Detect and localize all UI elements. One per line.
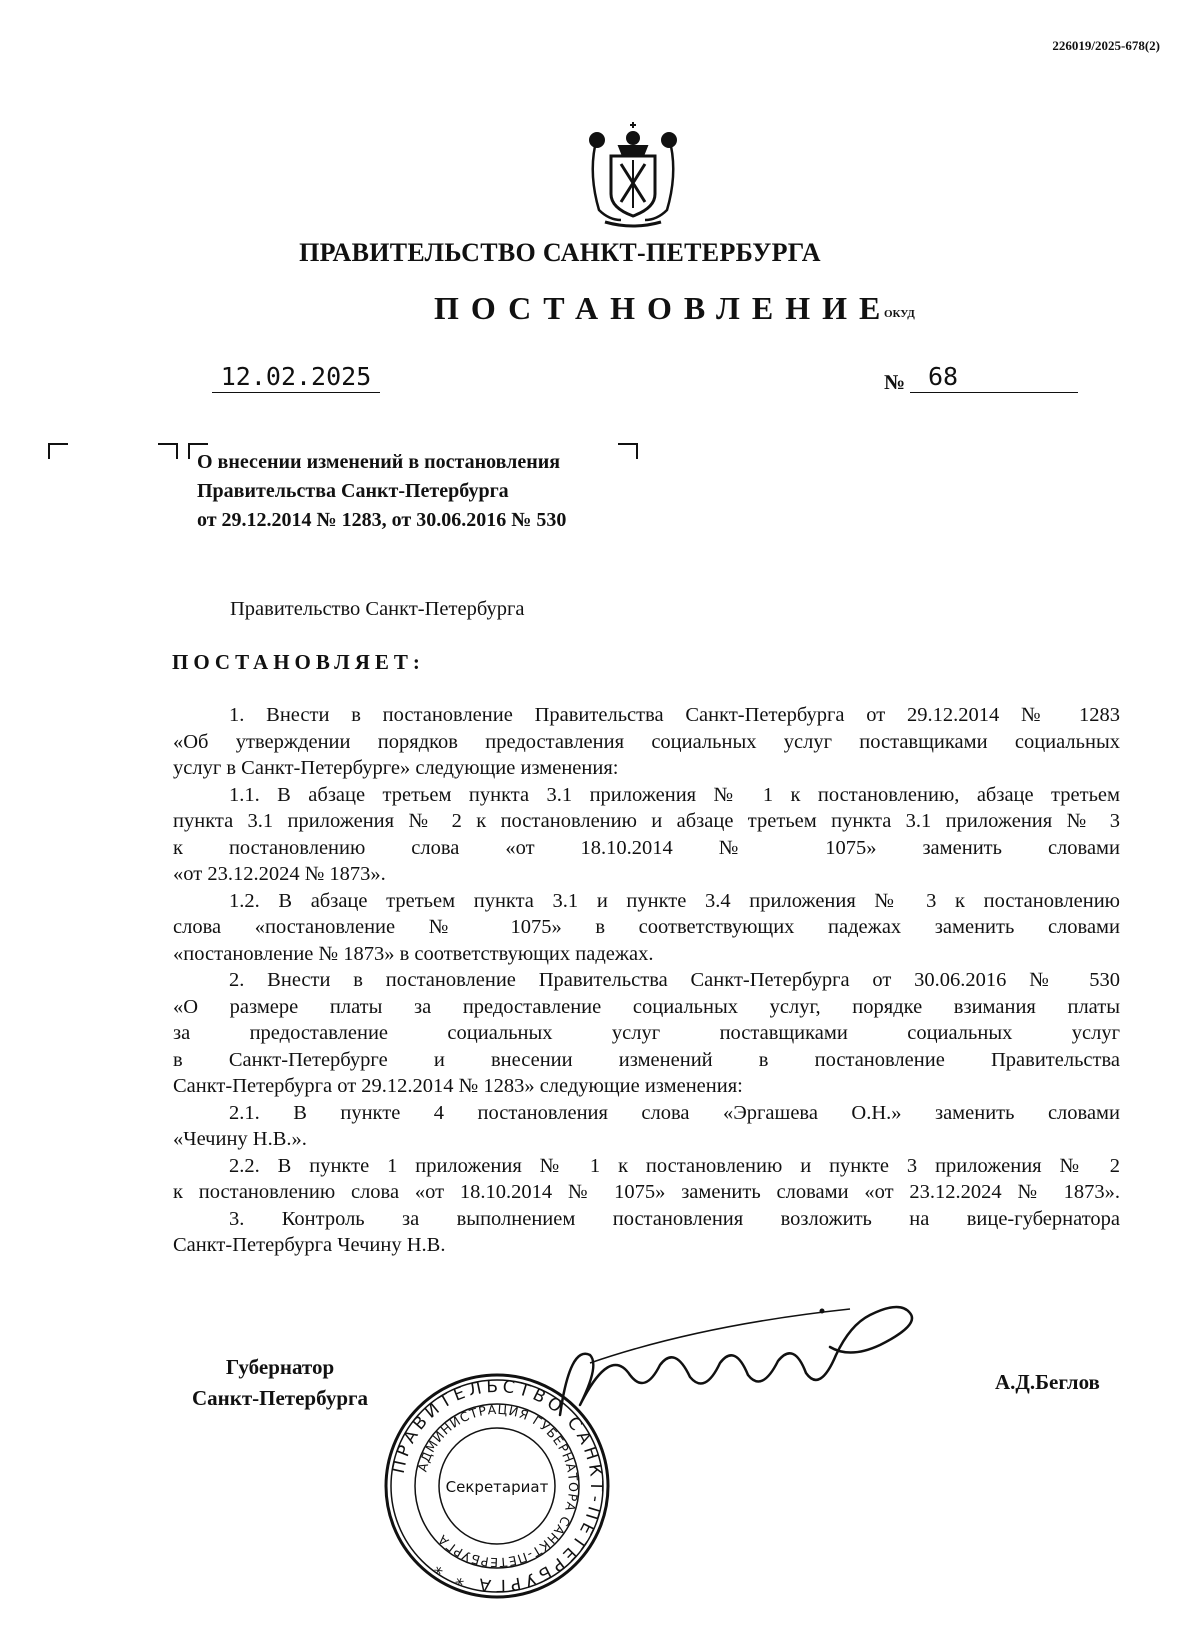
body-line: «постановление № 1873» в соответствующих падежах. xyxy=(173,942,654,965)
document-date: 12.02.2025 xyxy=(212,362,380,393)
body-line: 2.1. В пункте 4 постановления слова «Эргашева О.Н.» заменить словами xyxy=(229,1101,1120,1124)
body-line: «О размере платы за предоставление социальных услуг, порядке взимания платы xyxy=(173,995,1120,1018)
body-line: «от 23.12.2024 № 1873». xyxy=(173,863,386,885)
body-line: к постановлению слова «от 18.10.2014 № 1075» заменить словами «от 23.12.2024 № 1873». xyxy=(173,1181,1120,1203)
okud-label: ОКУД xyxy=(884,308,915,320)
svg-text:АДМИНИСТРАЦИЯ ГУБЕРНАТОРА САНК: АДМИНИСТРАЦИЯ ГУБЕРНАТОРА САНКТ-ПЕТЕРБУРГА xyxy=(414,1401,582,1571)
body-line: в Санкт-Петербурге и внесении изменений в постановление Правительства xyxy=(173,1048,1120,1071)
handwritten-signature xyxy=(550,1285,940,1445)
body-line: Санкт-Петербурга Чечину Н.В. xyxy=(173,1234,446,1256)
number-sign: № xyxy=(884,370,906,394)
body-line: «Чечину Н.В.». xyxy=(173,1128,307,1150)
registration-number: 226019/2025-678(2) xyxy=(1052,38,1160,53)
body-line: 1. Внести в постановление Правительства Санкт-Петербурга от 29.12.2014 № 1283 xyxy=(229,704,1120,726)
corner-mark xyxy=(48,443,68,459)
corner-mark xyxy=(158,443,178,459)
body-line: 2. Внести в постановление Правительства Санкт-Петербурга от 30.06.2016 № 530 xyxy=(229,969,1120,991)
svg-text:ПРАВИТЕЛЬСТВО САНКТ-ПЕТЕРБУРГА: ПРАВИТЕЛЬСТВО САНКТ-ПЕТЕРБУРГА * * xyxy=(388,1376,607,1596)
body-line: 3. Контроль за выполнением постановления возложить на вице-губернатора xyxy=(229,1207,1120,1230)
document-number: 68 xyxy=(910,362,1078,393)
body-line: 2.2. В пункте 1 приложения № 1 к постановлению и пункте 3 приложения № 2 xyxy=(229,1154,1120,1177)
signatory-name: А.Д.Беглов xyxy=(995,1370,1100,1394)
body-line: 1.2. В абзаце третьем пункта 3.1 и пункте 3.4 приложения № 3 к постановлению xyxy=(229,889,1120,912)
body-line: услуг в Санкт-Петербурге» следующие изменения: xyxy=(173,757,619,779)
document-body xyxy=(173,702,1120,1259)
subject-line: от 29.12.2014 № 1283, от 30.06.2016 № 530 xyxy=(197,509,567,531)
resolves-heading: ПОСТАНОВЛЯЕТ: xyxy=(172,650,425,674)
document-type: ПОСТАНОВЛЕНИЕ xyxy=(434,290,893,326)
government-title: ПРАВИТЕЛЬСТВО САНКТ-ПЕТЕРБУРГА xyxy=(299,238,821,267)
position-line: Губернатор xyxy=(225,1355,335,1379)
signatory-position xyxy=(175,1352,385,1414)
document-subject xyxy=(197,448,566,535)
body-line: 1.1. В абзаце третьем пункта 3.1 приложения № 1 к постановлению, абзаце третьем xyxy=(229,783,1120,806)
position-line: Санкт-Петербурга xyxy=(191,1386,369,1410)
body-line: «Об утверждении порядков предоставления социальных услуг поставщиками социальных xyxy=(173,730,1120,753)
body-line: слова «постановление № 1075» в соответствующих падежах заменить словами xyxy=(173,916,1120,938)
svg-text:Секретариат: Секретариат xyxy=(445,1478,549,1496)
corner-mark xyxy=(618,443,638,459)
body-line: пункта 3.1 приложения № 2 к постановлению и абзаце третьем пункта 3.1 приложения № 3 xyxy=(173,810,1120,832)
subject-line: Правительства Санкт-Петербурга xyxy=(197,480,509,502)
body-line: к постановлению слова «от 18.10.2014 № 1075» заменить словами xyxy=(173,836,1120,859)
body-line: за предоставление социальных услуг поставщиками социальных услуг xyxy=(173,1022,1120,1044)
coat-of-arms-emblem xyxy=(575,116,691,232)
body-line: Санкт-Петербурга от 29.12.2014 № 1283» следующие изменения: xyxy=(173,1075,743,1097)
subject-line: О внесении изменений в постановления xyxy=(197,451,561,473)
intro-text: Правительство Санкт-Петербурга xyxy=(230,598,525,620)
